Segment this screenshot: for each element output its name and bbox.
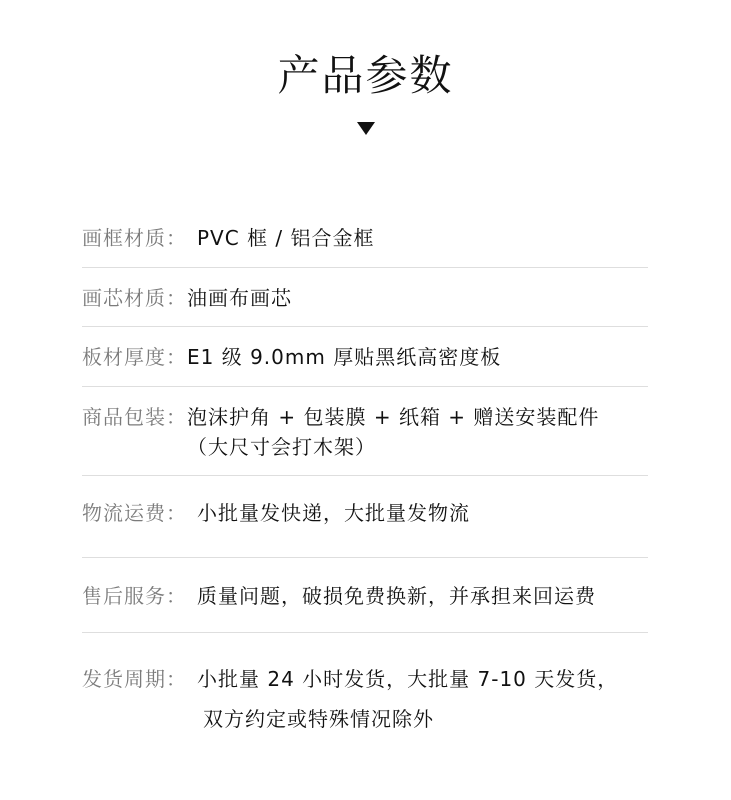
param-label: 画框材质： xyxy=(82,226,187,250)
param-value-line: 双方约定或特殊情况除外 xyxy=(203,707,434,731)
param-value-line: （大尺寸会打木架） xyxy=(187,435,376,459)
param-value xyxy=(187,664,648,734)
param-label: 画芯材质： xyxy=(82,286,187,310)
param-value xyxy=(187,342,648,372)
param-value xyxy=(187,581,648,611)
divider xyxy=(82,326,648,327)
divider xyxy=(82,557,648,558)
param-value xyxy=(187,223,648,253)
param-row-shipping xyxy=(82,498,648,528)
param-value-line: 质量问题，破损免费换新，并承担来回运费 xyxy=(197,584,596,608)
param-label: 发货周期： xyxy=(82,667,187,691)
triangle-down-icon xyxy=(357,122,375,135)
divider xyxy=(82,632,648,633)
param-row-after-sales xyxy=(82,581,648,611)
param-label: 板材厚度： xyxy=(82,345,187,369)
param-row-frame-material xyxy=(82,223,648,253)
param-value-line: PVC 框 / 铝合金框 xyxy=(197,226,375,250)
param-label: 售后服务： xyxy=(82,584,187,608)
param-value-line: 小批量发快递，大批量发物流 xyxy=(197,501,470,525)
param-row-canvas-material xyxy=(82,283,648,313)
divider xyxy=(82,267,648,268)
param-row-packaging xyxy=(82,402,648,462)
param-row-board-thickness xyxy=(82,342,648,372)
param-value xyxy=(187,283,648,313)
param-value-line: E1 级 9.0mm 厚贴黑纸高密度板 xyxy=(187,345,502,369)
page-title: 产品参数 xyxy=(277,51,454,100)
param-value-line: 小批量 24 小时发货，大批量 7-10 天发货， xyxy=(197,667,619,691)
divider xyxy=(82,386,648,387)
param-value xyxy=(187,402,648,462)
param-row-delivery-period xyxy=(82,664,648,734)
divider xyxy=(82,475,648,476)
param-label: 商品包装： xyxy=(82,405,187,429)
param-value xyxy=(187,498,648,528)
param-label: 物流运费： xyxy=(82,501,187,525)
param-value-line: 油画布画芯 xyxy=(187,286,292,310)
param-value-line: 泡沫护角 + 包装膜 + 纸箱 + 赠送安装配件 xyxy=(187,405,600,429)
